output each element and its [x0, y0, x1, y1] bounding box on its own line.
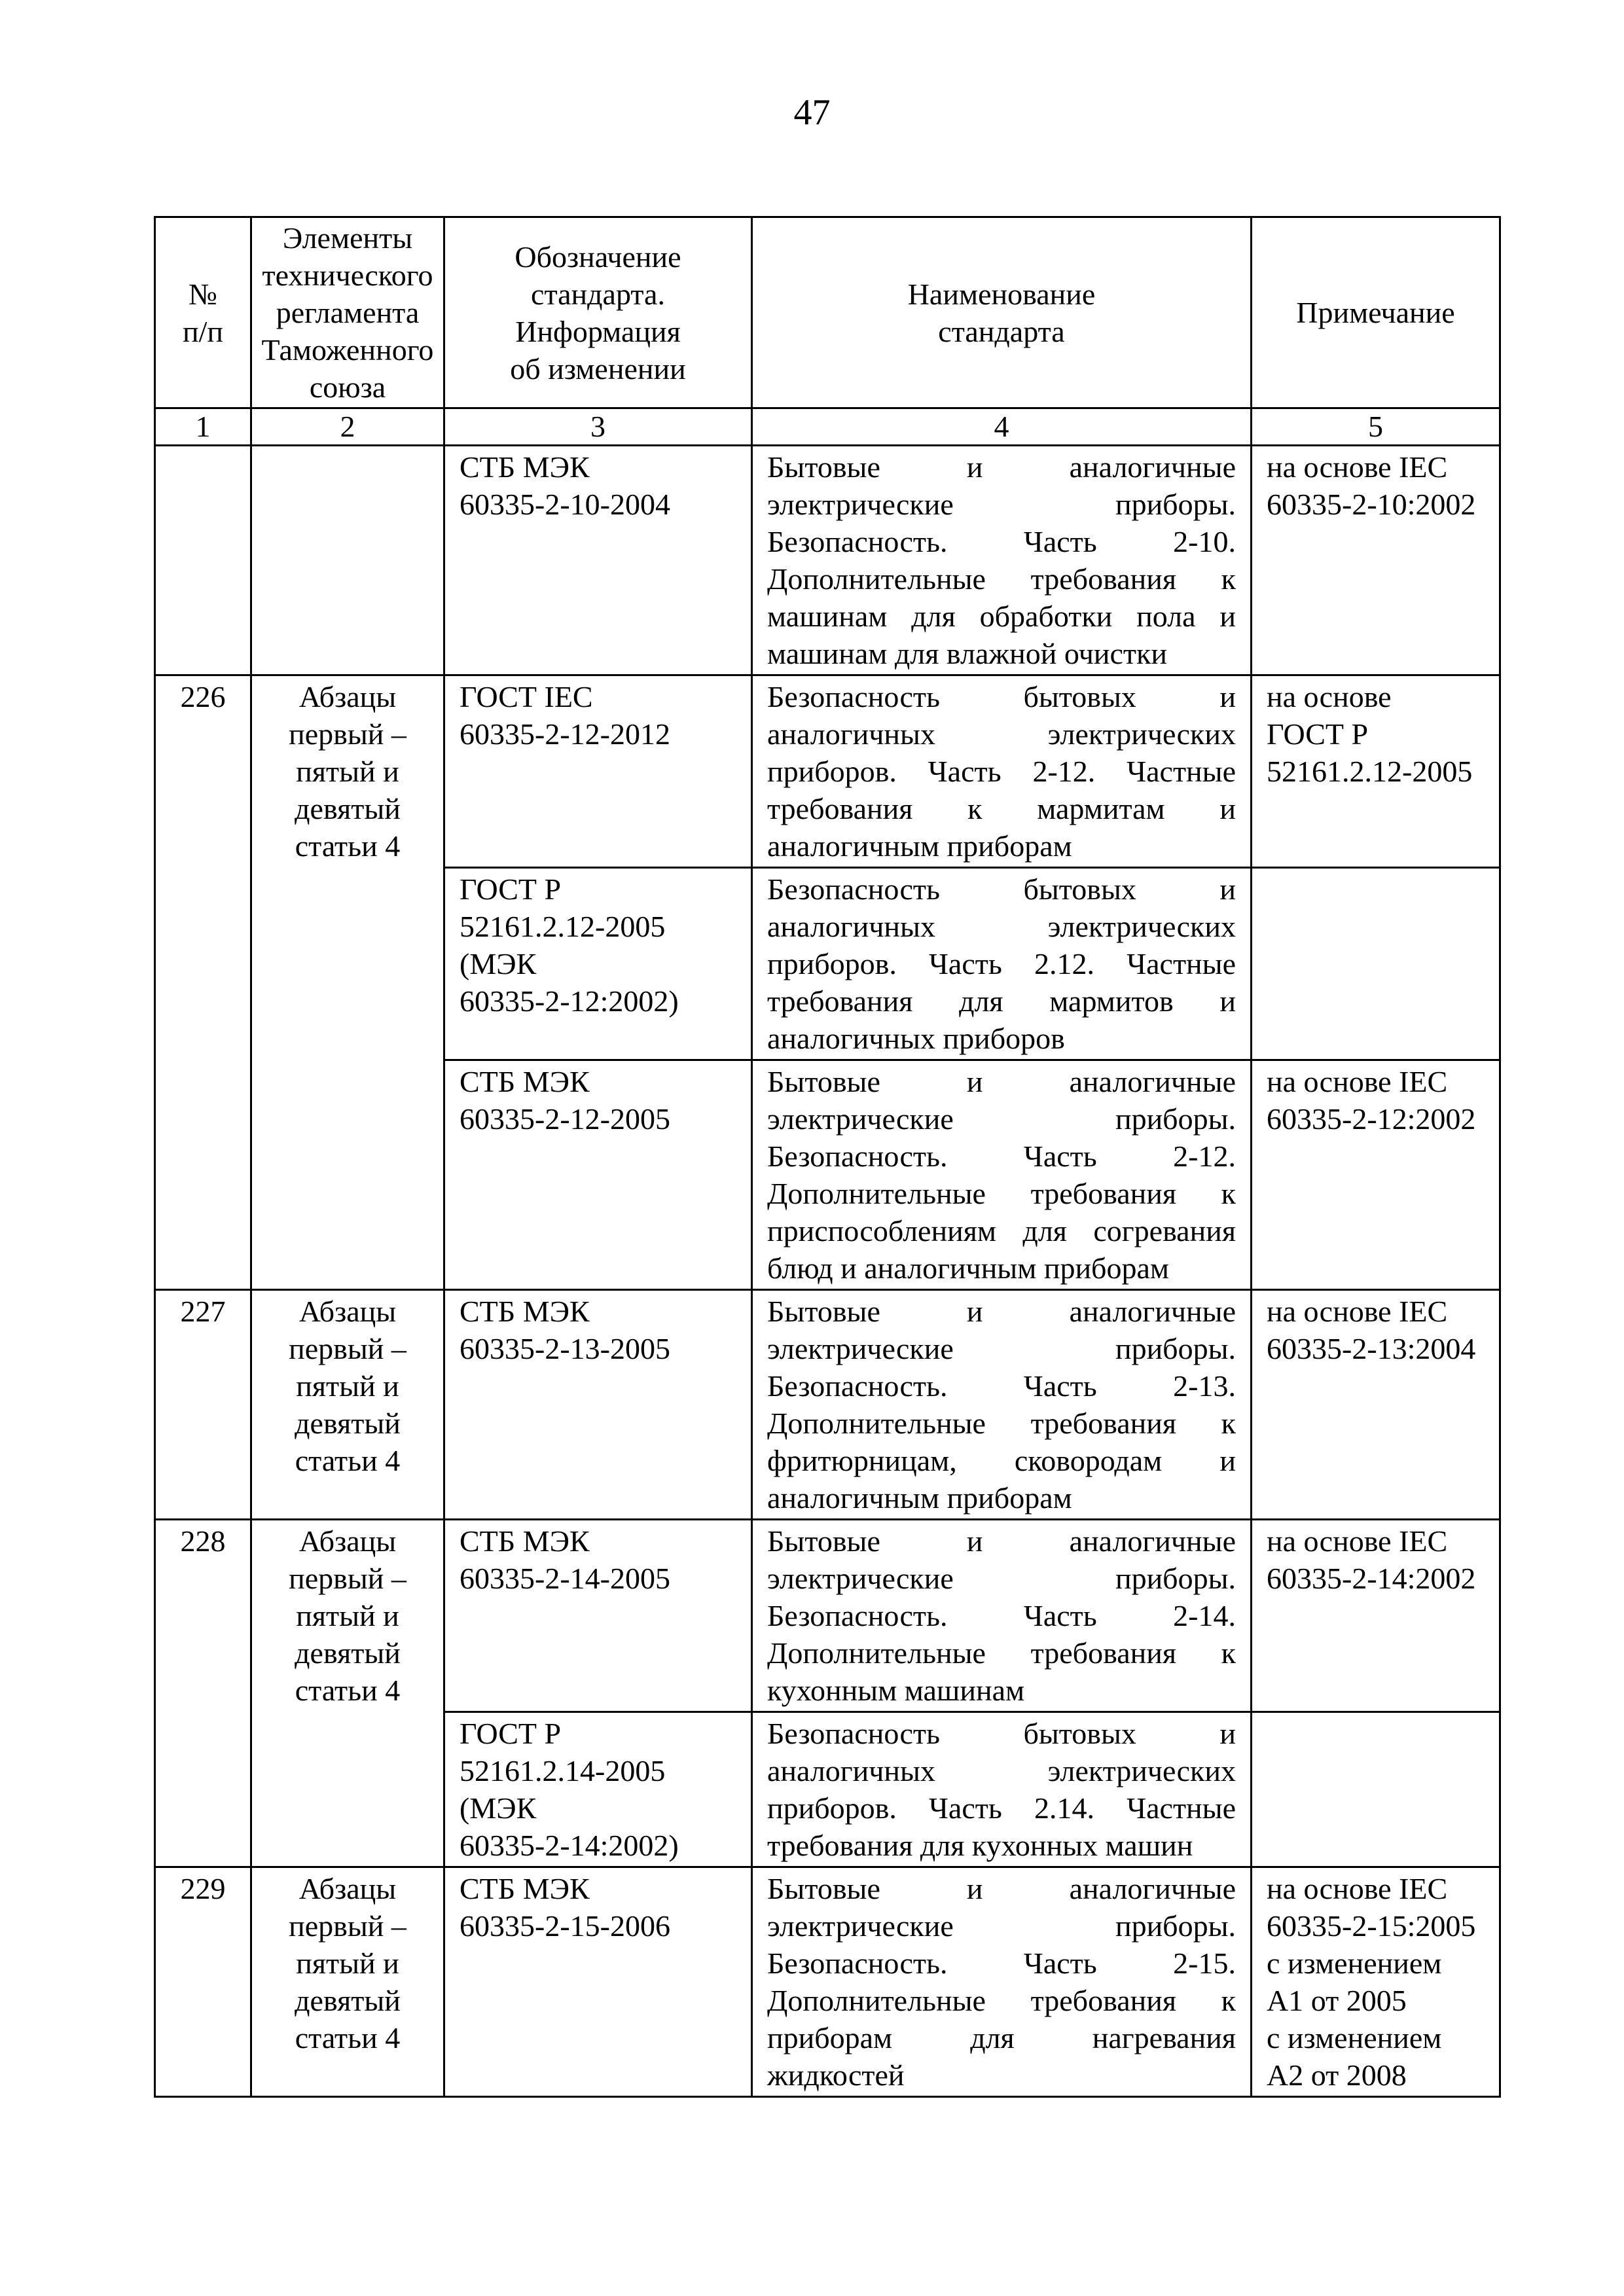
column-number: 1 — [155, 408, 251, 446]
table-row — [155, 1290, 1500, 1520]
standard-note — [1252, 868, 1500, 1060]
row-number: 228 — [155, 1520, 251, 1867]
standards-table-body — [155, 217, 1500, 2097]
header-name: Наименование стандарта — [752, 217, 1252, 408]
header-elements: Элементы технического регламента Таможенного союза — [251, 217, 444, 408]
column-number: 2 — [251, 408, 444, 446]
table-row — [155, 446, 1500, 675]
page-number: 47 — [793, 92, 831, 133]
standard-note: на основе IEC 60335-2-13:2004 — [1252, 1290, 1500, 1520]
standard-designation: ГОСТ IEC 60335-2-12-2012 — [444, 675, 752, 868]
standard-note: на основе IEC 60335-2-15:2005 с изменением А1 от 2005 с изменением А2 от 2008 — [1252, 1867, 1500, 2097]
standards-table — [154, 216, 1501, 2098]
standard-note — [1252, 1712, 1500, 1867]
column-number: 3 — [444, 408, 752, 446]
column-number: 5 — [1252, 408, 1500, 446]
table-row — [155, 1520, 1500, 1712]
regulation-elements: Абзацы первый – пятый и девятый статьи 4 — [251, 1520, 444, 1867]
column-number-row — [155, 408, 1500, 446]
row-number — [155, 446, 251, 675]
standard-name: Безопасность бытовых и аналогичных электрических приборов. Часть 2-12. Частные требования к мармитам и аналогичным приборам — [752, 675, 1252, 868]
standard-designation: СТБ МЭК 60335-2-10-2004 — [444, 446, 752, 675]
row-number: 227 — [155, 1290, 251, 1520]
standard-name: Бытовые и аналогичные электрические приборы. Безопасность. Часть 2-10. Дополнительные требования к машинам для обработки пола и машинам для влажной очистки — [752, 446, 1252, 675]
standard-designation: СТБ МЭК 60335-2-13-2005 — [444, 1290, 752, 1520]
standard-name: Бытовые и аналогичные электрические приборы. Безопасность. Часть 2-12. Дополнительные требования к приспособлениям для согревания блюд и аналогичным приборам — [752, 1060, 1252, 1290]
regulation-elements — [251, 446, 444, 675]
row-number: 226 — [155, 675, 251, 1290]
regulation-elements: Абзацы первый – пятый и девятый статьи 4 — [251, 1290, 444, 1520]
standard-designation: ГОСТ Р 52161.2.12-2005 (МЭК 60335-2-12:2002) — [444, 868, 752, 1060]
header-note: Примечание — [1252, 217, 1500, 408]
standard-name: Безопасность бытовых и аналогичных электрических приборов. Часть 2.14. Частные требования для кухонных машин — [752, 1712, 1252, 1867]
standard-designation: СТБ МЭК 60335-2-14-2005 — [444, 1520, 752, 1712]
regulation-elements: Абзацы первый – пятый и девятый статьи 4 — [251, 675, 444, 1290]
standard-designation: СТБ МЭК 60335-2-15-2006 — [444, 1867, 752, 2097]
standard-note: на основе IEC 60335-2-12:2002 — [1252, 1060, 1500, 1290]
regulation-elements: Абзацы первый – пятый и девятый статьи 4 — [251, 1867, 444, 2097]
header-designation: Обозначение стандарта. Информация об изменении — [444, 217, 752, 408]
standard-name: Безопасность бытовых и аналогичных электрических приборов. Часть 2.12. Частные требования для мармитов и аналогичных приборов — [752, 868, 1252, 1060]
header-number: № п/п — [155, 217, 251, 408]
row-number: 229 — [155, 1867, 251, 2097]
table-row — [155, 675, 1500, 868]
standard-name: Бытовые и аналогичные электрические приборы. Безопасность. Часть 2-13. Дополнительные требования к фритюрницам, сковородам и аналогичным приборам — [752, 1290, 1252, 1520]
standard-note: на основе IEC 60335-2-14:2002 — [1252, 1520, 1500, 1712]
standard-note: на основе ГОСТ Р 52161.2.12-2005 — [1252, 675, 1500, 868]
standard-name: Бытовые и аналогичные электрические приборы. Безопасность. Часть 2-14. Дополнительные требования к кухонным машинам — [752, 1520, 1252, 1712]
table-row — [155, 1867, 1500, 2097]
column-number: 4 — [752, 408, 1252, 446]
standard-note: на основе IEC 60335-2-10:2002 — [1252, 446, 1500, 675]
standard-designation: ГОСТ Р 52161.2.14-2005 (МЭК 60335-2-14:2002) — [444, 1712, 752, 1867]
header-row — [155, 217, 1500, 408]
standard-name: Бытовые и аналогичные электрические приборы. Безопасность. Часть 2-15. Дополнительные требования к приборам для нагревания жидкостей — [752, 1867, 1252, 2097]
standard-designation: СТБ МЭК 60335-2-12-2005 — [444, 1060, 752, 1290]
